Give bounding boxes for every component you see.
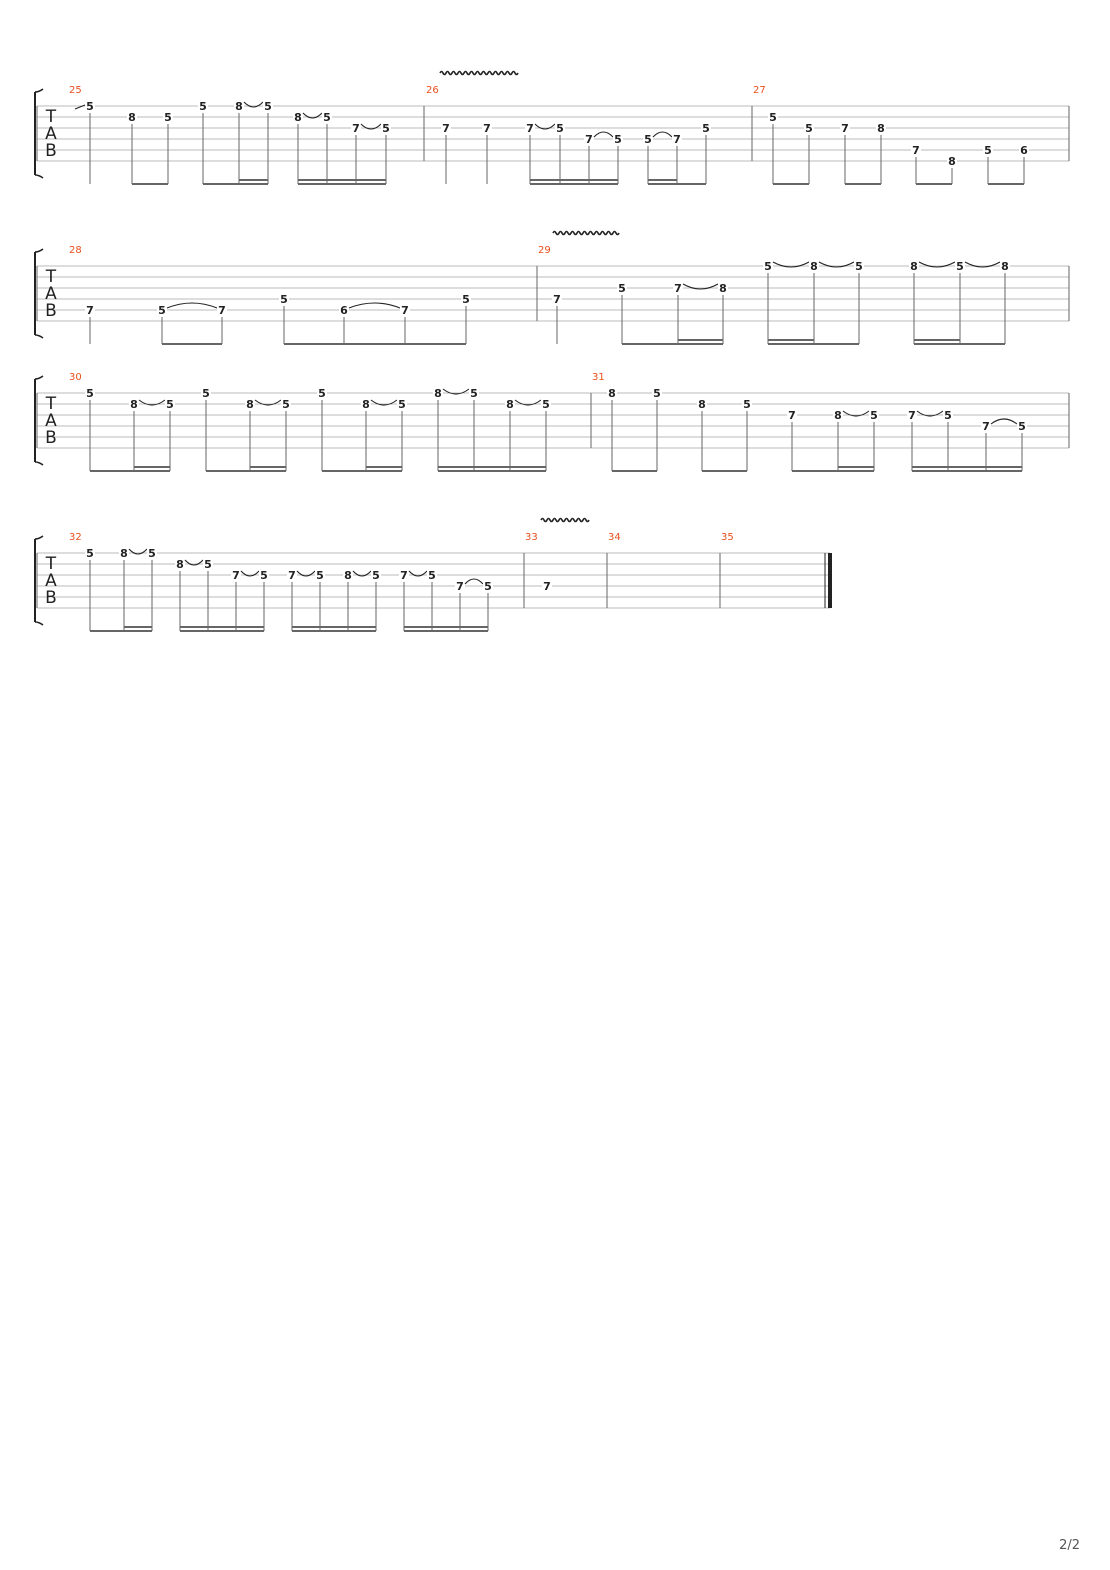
tab-clef-letter-t: T (45, 394, 57, 414)
measure-number: 30 (69, 372, 82, 383)
fret-number: 5 (556, 122, 564, 135)
fret-number: 7 (674, 282, 682, 295)
tie-arc (991, 419, 1017, 424)
tab-clef-letter-b: B (45, 141, 57, 161)
measure (69, 532, 493, 631)
tab-clef-letter-t: T (45, 267, 57, 287)
measure-number: 32 (69, 532, 82, 543)
system-bracket-hook (35, 536, 43, 625)
fret-number: 8 (130, 398, 138, 411)
fret-number: 8 (1001, 260, 1009, 273)
fret-number: 6 (340, 304, 348, 317)
tab-clef-letter-a: A (45, 284, 57, 304)
fret-number: 5 (166, 398, 174, 411)
tie-arc (465, 579, 483, 584)
measure (538, 245, 1010, 344)
vibrato-mark (541, 519, 589, 522)
tab-system (35, 72, 1069, 185)
tab-system (35, 372, 1069, 471)
fret-number: 5 (1018, 420, 1026, 433)
fret-number: 5 (743, 398, 751, 411)
measure-number: 28 (69, 245, 82, 256)
fret-number: 8 (877, 122, 885, 135)
fret-number: 8 (719, 282, 727, 295)
fret-number: 5 (470, 387, 478, 400)
fret-number: 5 (956, 260, 964, 273)
system-bracket-hook (35, 249, 43, 338)
fret-number: 5 (260, 569, 268, 582)
fret-number: 5 (164, 111, 172, 124)
system-bracket-hook (35, 89, 43, 178)
fret-number: 5 (462, 293, 470, 306)
fret-number: 7 (788, 409, 796, 422)
fret-number: 5 (86, 547, 94, 560)
fret-number: 8 (362, 398, 370, 411)
fret-number: 7 (841, 122, 849, 135)
tie-arc (653, 132, 672, 137)
fret-number: 8 (176, 558, 184, 571)
fret-number: 5 (944, 409, 952, 422)
fret-number: 5 (148, 547, 156, 560)
fret-number: 5 (316, 569, 324, 582)
fret-number: 5 (372, 569, 380, 582)
fret-number: 5 (86, 100, 94, 113)
fret-number: 5 (398, 398, 406, 411)
measure-number: 31 (592, 372, 605, 383)
fret-number: 5 (702, 122, 710, 135)
fret-number: 8 (235, 100, 243, 113)
measure (721, 532, 734, 543)
fret-number: 8 (246, 398, 254, 411)
fret-number: 5 (428, 569, 436, 582)
measure (753, 85, 1029, 184)
fret-number: 5 (769, 111, 777, 124)
tie-arc (349, 303, 400, 308)
tab-clef-letter-a: A (45, 124, 57, 144)
measure (525, 532, 552, 593)
measure-number: 25 (69, 85, 82, 96)
fret-number: 8 (834, 409, 842, 422)
fret-number: 7 (908, 409, 916, 422)
fret-number: 5 (280, 293, 288, 306)
fret-number: 8 (344, 569, 352, 582)
fret-number: 5 (264, 100, 272, 113)
tab-clef-letter-a: A (45, 571, 57, 591)
fret-number: 5 (644, 133, 652, 146)
fret-number: 5 (542, 398, 550, 411)
measure (69, 85, 391, 184)
fret-number: 5 (805, 122, 813, 135)
fret-number: 5 (282, 398, 290, 411)
fret-number: 5 (855, 260, 863, 273)
fret-number: 7 (912, 144, 920, 157)
fret-number: 5 (158, 304, 166, 317)
fret-number: 6 (1020, 144, 1028, 157)
fret-number: 8 (608, 387, 616, 400)
measure (69, 245, 471, 344)
tab-system (35, 232, 1069, 345)
fret-number: 7 (218, 304, 226, 317)
tie-arc (167, 303, 217, 308)
fret-number: 7 (483, 122, 491, 135)
fret-number: 8 (506, 398, 514, 411)
tab-clef-letter-t: T (45, 107, 57, 127)
fret-number: 7 (526, 122, 534, 135)
fret-number: 5 (618, 282, 626, 295)
fret-number: 5 (764, 260, 772, 273)
fret-number: 7 (543, 580, 551, 593)
fret-number: 5 (199, 100, 207, 113)
tab-clef-letter-b: B (45, 588, 57, 608)
fret-number: 7 (288, 569, 296, 582)
measure-number: 33 (525, 532, 538, 543)
fret-number: 5 (382, 122, 390, 135)
system-bracket-hook (35, 376, 43, 465)
tab-system (35, 519, 830, 632)
fret-number: 7 (442, 122, 450, 135)
fret-number: 7 (232, 569, 240, 582)
fret-number: 8 (698, 398, 706, 411)
fret-number: 5 (870, 409, 878, 422)
fret-number: 5 (323, 111, 331, 124)
page-number: 2/2 (1059, 1538, 1080, 1553)
fret-number: 7 (982, 420, 990, 433)
fret-number: 7 (86, 304, 94, 317)
measure-number: 26 (426, 85, 439, 96)
fret-number: 7 (456, 580, 464, 593)
fret-number: 7 (585, 133, 593, 146)
measure-number: 27 (753, 85, 766, 96)
fret-number: 8 (120, 547, 128, 560)
fret-number: 5 (484, 580, 492, 593)
vibrato-mark (440, 72, 518, 75)
fret-number: 5 (202, 387, 210, 400)
fret-number: 8 (810, 260, 818, 273)
fret-number: 7 (400, 569, 408, 582)
measure-number: 35 (721, 532, 734, 543)
measure (69, 372, 551, 471)
fret-number: 8 (910, 260, 918, 273)
measure (426, 85, 711, 184)
fret-number: 8 (948, 155, 956, 168)
fret-number: 5 (318, 387, 326, 400)
measure-number: 34 (608, 532, 621, 543)
fret-number: 5 (984, 144, 992, 157)
fret-number: 7 (352, 122, 360, 135)
fret-number: 5 (614, 133, 622, 146)
fret-number: 7 (553, 293, 561, 306)
fret-number: 5 (204, 558, 212, 571)
fret-number: 8 (128, 111, 136, 124)
measure (592, 372, 1027, 471)
tab-clef-letter-b: B (45, 428, 57, 448)
fret-number: 7 (401, 304, 409, 317)
fret-number: 7 (673, 133, 681, 146)
measure (608, 532, 621, 543)
tab-clef-letter-a: A (45, 411, 57, 431)
vibrato-mark (553, 232, 619, 235)
fret-number: 5 (86, 387, 94, 400)
measure-number: 29 (538, 245, 551, 256)
tab-clef-letter-t: T (45, 554, 57, 574)
fret-number: 8 (294, 111, 302, 124)
fret-number: 5 (653, 387, 661, 400)
tab-clef-letter-b: B (45, 301, 57, 321)
tie-arc (594, 132, 613, 137)
fret-number: 8 (434, 387, 442, 400)
